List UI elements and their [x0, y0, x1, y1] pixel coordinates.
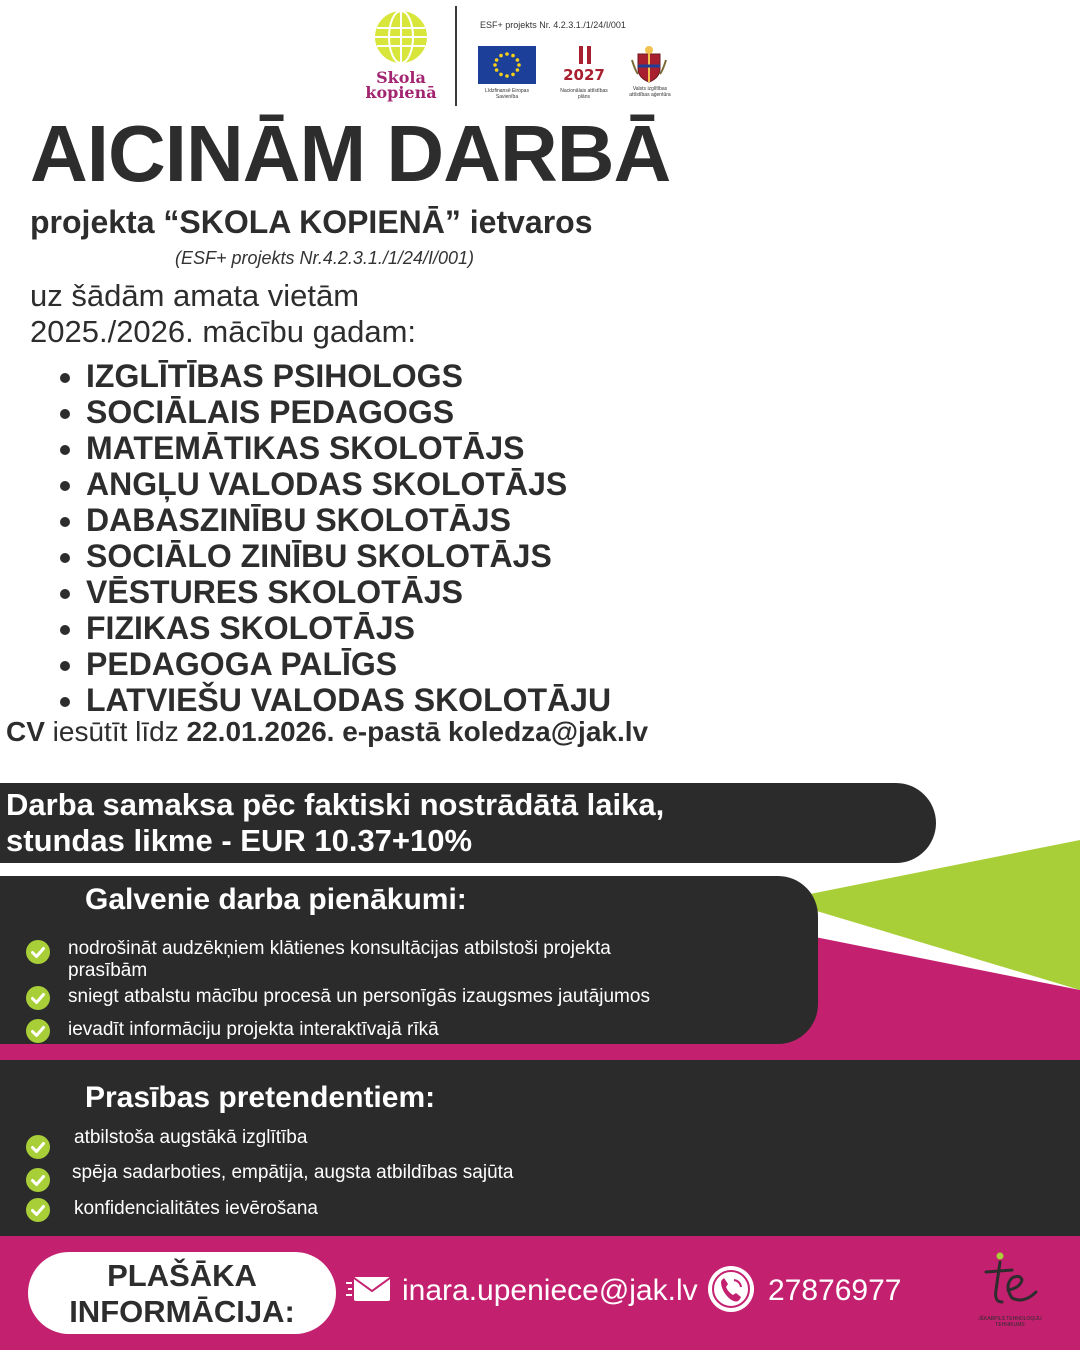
salary-text — [6, 787, 664, 859]
positions-list — [60, 358, 611, 718]
national-plan-logo — [560, 44, 608, 88]
duty-text-line1: nodrošināt audzēkņiem klātienes konsultācijas atbilstoši projekta — [68, 938, 611, 959]
agency-caption: Valsts izglītības attīstības aģentūra — [629, 86, 671, 98]
duty-text: ievadīt informāciju projekta interaktīvajā rīkā — [68, 1019, 439, 1040]
position-item: VĒSTURES SKOLOTĀJS — [60, 574, 611, 610]
requirements-title: Prasības pretendentiem: — [85, 1081, 436, 1114]
more-info-line2: INFORMĀCIJA: — [69, 1294, 295, 1329]
national-plan-year: 2027 — [563, 66, 605, 84]
skola-logo-line2: kopienā — [365, 83, 437, 102]
salary-line2: stundas likme - EUR 10.37+10% — [6, 823, 473, 858]
intro-line1: uz šādām amata vietām — [30, 278, 360, 313]
position-item: IZGLĪTĪBAS PSIHOLOGS — [60, 358, 611, 394]
requirement-text: atbilstoša augstākā izglītība — [74, 1127, 308, 1148]
duty-text — [68, 938, 611, 982]
position-item: DABASZINĪBU SKOLOTĀJS — [60, 502, 611, 538]
eu-flag-icon — [478, 46, 536, 84]
requirement-text: spēja sadarboties, empātija, augsta atbildības sajūta — [72, 1162, 514, 1183]
check-circle-icon — [26, 1019, 50, 1043]
position-item: SOCIĀLO ZINĪBU SKOLOTĀJS — [60, 538, 611, 574]
page-title: AICINĀM DARBĀ — [30, 109, 671, 198]
skola-kopiena-logo — [362, 8, 440, 108]
cv-middle: iesūtīt līdz — [44, 716, 187, 747]
position-item: PEDAGOGA PALĪGS — [60, 646, 611, 682]
header-divider — [455, 6, 457, 106]
cv-deadline-email: 22.01.2026. e-pastā koledza@jak.lv — [186, 716, 649, 747]
skola-logo-text — [362, 70, 440, 100]
contact-email-link[interactable]: inara.upeniece@jak.lv — [402, 1274, 698, 1307]
more-info-line1: PLAŠĀKA — [107, 1258, 257, 1293]
check-circle-icon — [26, 940, 50, 964]
esf-reference: ESF+ projekts Nr. 4.2.3.1./1/24/I/001 — [480, 20, 626, 30]
envelope-icon — [346, 1274, 392, 1304]
cv-instructions — [6, 716, 648, 748]
salary-line1: Darba samaksa pēc faktiski nostrādātā laika, — [6, 787, 665, 822]
national-plan-bars-icon — [577, 46, 593, 64]
position-item: SOCIĀLAIS PEDAGOGS — [60, 394, 611, 430]
duty-text-line2: prasībām — [68, 960, 148, 981]
eu-caption: Līdzfinansē Eiropas Savienība — [485, 88, 529, 100]
duties-title: Galvenie darba pienākumi: — [85, 883, 467, 916]
check-circle-icon — [26, 1135, 50, 1159]
cv-label: CV — [6, 716, 45, 747]
national-plan-caption: Nacionālais attīstības plāns — [560, 88, 608, 100]
globe-icon — [372, 8, 430, 66]
check-circle-icon — [26, 1168, 50, 1192]
duty-text: sniegt atbalstu mācību procesā un personīgās izaugsmes jautājumos — [68, 986, 650, 1007]
more-info-label — [28, 1258, 336, 1330]
coat-of-arms-icon — [630, 44, 668, 84]
phone-icon — [706, 1264, 756, 1314]
position-item: LATVIEŠU VALODAS SKOLOTĀJU — [60, 682, 611, 718]
esf-project-line: (ESF+ projekts Nr.4.2.3.1./1/24/I/001) — [175, 248, 474, 268]
check-circle-icon — [26, 986, 50, 1010]
contact-phone-link[interactable]: 27876977 — [768, 1274, 902, 1307]
te-school-caption: JĒKABPILS TEHNOLOĢIJU TEHNIKUMS — [978, 1316, 1042, 1328]
project-subtitle: projekta “SKOLA KOPIENĀ” ietvaros — [30, 204, 593, 240]
position-item: ANGĻU VALODAS SKOLOTĀJS — [60, 466, 611, 502]
intro-line2: 2025./2026. mācību gadam: — [30, 314, 417, 349]
position-item: MATEMĀTIKAS SKOLOTĀJS — [60, 430, 611, 466]
intro-text — [30, 278, 416, 350]
skola-logo-line1: Skola — [376, 68, 426, 87]
check-circle-icon — [26, 1198, 50, 1222]
position-item: FIZIKAS SKOLOTĀJS — [60, 610, 611, 646]
requirement-text: konfidencialitātes ievērošana — [74, 1198, 318, 1219]
